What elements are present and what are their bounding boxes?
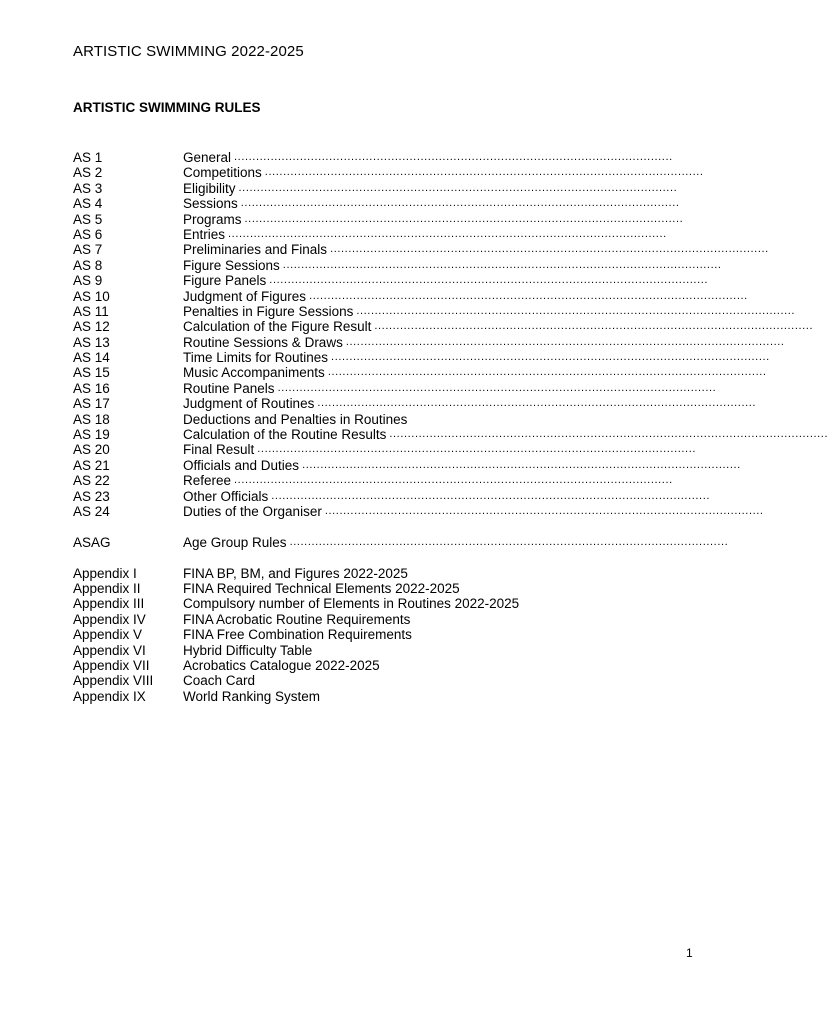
dot-leader: ........................................................................................................................: [330, 243, 769, 256]
dot-leader: ........................................................................................................................: [277, 381, 717, 394]
toc-rule-row-title-wrap: [183, 442, 697, 458]
toc-rule-row[interactable]: [73, 442, 697, 458]
toc-rule-row-title: Figure Sessions: [183, 257, 280, 273]
toc-rule-row-code: AS 13: [73, 334, 110, 350]
dot-leader: ........................................................................................................................: [309, 289, 748, 302]
dot-leader: ........................................................................................................................: [327, 366, 767, 379]
toc-appendix-row-title: FINA BP, BM, and Figures 2022-2025: [183, 565, 408, 581]
page-header: ARTISTIC SWIMMING 2022-2025: [73, 43, 304, 60]
toc-appendix-row-title: Acrobatics Catalogue 2022-2025: [183, 657, 380, 673]
toc-rule-row[interactable]: [73, 350, 770, 366]
toc-rule-row-code: AS 2: [73, 165, 103, 181]
toc-rule-row-title-wrap: [183, 150, 673, 165]
toc-rule-row-title: Penalties in Figure Sessions: [183, 303, 354, 319]
toc-rule-row[interactable]: [73, 334, 785, 350]
toc-appendix-row-title: Coach Card: [183, 673, 256, 689]
toc-rule-row[interactable]: [73, 165, 704, 181]
toc-rule-row[interactable]: [73, 319, 814, 335]
toc-appendix-row-title: FINA Acrobatic Routine Requirements: [183, 611, 411, 627]
toc-rule-row-title: Judgment of Figures: [183, 288, 307, 304]
toc-appendix-row[interactable]: [73, 673, 593, 688]
toc-rule-row[interactable]: [73, 380, 717, 396]
toc-rule-row-code: AS 1: [73, 150, 103, 165]
toc-rule-row[interactable]: [73, 365, 767, 381]
toc-rule-row[interactable]: [73, 396, 757, 412]
dot-leader: ........................................................................................................................: [264, 166, 704, 179]
toc-appendix-row[interactable]: [73, 689, 593, 704]
toc-rule-row-code: AS 20: [73, 442, 110, 458]
toc-rule-row-title: Routine Sessions & Draws: [183, 334, 343, 350]
toc-rule-row-code: AS 16: [73, 380, 110, 396]
toc-rule-row-code: AS 5: [73, 211, 103, 227]
toc-rule-row-title-wrap: [183, 273, 709, 289]
toc-rule-row-code: AS 4: [73, 196, 103, 212]
toc-appendix-row-code: Appendix IX: [73, 688, 146, 704]
dot-leader: ........................................................................................................................: [345, 335, 785, 348]
toc-rule-row-title: Calculation of the Routine Results: [183, 427, 387, 443]
toc-rule-row[interactable]: [73, 503, 764, 519]
toc-rule-row-code: AS 8: [73, 257, 103, 273]
toc-rule-row-title: Entries: [183, 226, 226, 242]
toc-rule-row-title: General: [183, 150, 232, 165]
toc-appendix-row-title: World Ranking System: [183, 688, 321, 704]
toc-age-group-row-title-wrap: [183, 534, 729, 550]
dot-leader: ........................................................................................................................: [302, 458, 741, 471]
toc-rule-row-title: Preliminaries and Finals: [183, 242, 328, 258]
toc-appendix-row[interactable]: [73, 627, 593, 642]
toc-rule-row[interactable]: [73, 273, 709, 289]
toc-rule-row[interactable]: [73, 303, 796, 319]
toc-age-group-row[interactable]: [73, 534, 729, 550]
toc-rule-row-title: Sessions: [183, 196, 238, 212]
toc-rule-row[interactable]: [73, 196, 680, 212]
toc-appendix-row[interactable]: [73, 581, 593, 596]
toc-rule-row[interactable]: [73, 457, 741, 473]
dot-leader: ........................................................................................................................: [269, 274, 709, 287]
dot-leader: ........................................................................................................................: [228, 227, 667, 240]
toc-rule-row-title: Calculation of the Figure Result: [183, 319, 372, 335]
toc-rule-row-title-wrap: [183, 303, 796, 319]
dot-leader: ........................................................................................................................: [374, 320, 814, 333]
toc-appendix-row-code: Appendix II: [73, 580, 141, 596]
toc-rule-row-code: AS 6: [73, 226, 103, 242]
toc-appendix-row-title: FINA Required Technical Elements 2022-2025: [183, 580, 460, 596]
toc-rule-row[interactable]: [73, 288, 748, 304]
toc-appendix-row-code: Appendix III: [73, 596, 145, 612]
toc-rule-row[interactable]: [73, 257, 722, 273]
toc-rule-row-title-wrap: [183, 226, 667, 242]
toc-rule-row[interactable]: [73, 180, 678, 196]
toc-rule-row-title-wrap: [183, 365, 767, 381]
toc-rule-row[interactable]: [73, 242, 769, 258]
toc-rule-row-title-wrap: [183, 350, 770, 366]
dot-leader: ........................................................................................................................: [238, 181, 678, 194]
dot-leader: ........................................................................................................................: [234, 474, 673, 487]
toc-rule-row-code: AS 10: [73, 288, 110, 304]
dot-leader: ........................................................................................................................: [257, 443, 697, 456]
appendix-list: [73, 566, 593, 705]
toc-rule-row-code: AS 19: [73, 427, 110, 443]
toc-rule-row-title: Figure Panels: [183, 273, 267, 289]
toc-rule-row-code: AS 15: [73, 365, 110, 381]
spacer: [73, 519, 593, 534]
toc-rule-row-title-wrap: [183, 473, 673, 489]
dot-leader: ........................................................................................................................: [282, 258, 722, 271]
toc-appendix-row-code: Appendix VI: [73, 642, 146, 658]
toc-appendix-row[interactable]: [73, 658, 593, 673]
toc-appendix-row-code: Appendix VII: [73, 657, 150, 673]
toc-rule-row-title-wrap: [183, 319, 814, 335]
toc-rule-row-title-wrap: [183, 165, 704, 181]
toc-appendix-row-code: Appendix VIII: [73, 673, 154, 689]
toc-rule-row[interactable]: [73, 226, 667, 242]
toc-appendix-row-code: Appendix V: [73, 627, 143, 643]
toc-rule-row[interactable]: [73, 150, 673, 165]
toc-rule-row-title: Officials and Duties: [183, 457, 300, 473]
toc-age-group-row-code: ASAG: [73, 534, 111, 550]
dot-leader: ........................................................................................................................: [389, 428, 828, 441]
dot-leader: ........................................................................................................................: [244, 212, 684, 225]
toc-rule-row[interactable]: [73, 412, 593, 427]
toc-rule-row-code: AS 17: [73, 396, 110, 412]
toc-appendix-row[interactable]: [73, 612, 593, 627]
table-of-contents: [73, 150, 828, 704]
toc-rule-row-code: AS 14: [73, 350, 110, 366]
toc-rule-row-code: AS 7: [73, 242, 103, 258]
dot-leader: ........................................................................................................................: [331, 351, 770, 364]
toc-rule-row-title: Competitions: [183, 165, 262, 181]
toc-appendix-row-code: Appendix I: [73, 565, 137, 581]
toc-rule-row[interactable]: [73, 211, 684, 227]
toc-rule-row-code: AS 3: [73, 180, 103, 196]
toc-rule-row-title-wrap: [183, 211, 684, 227]
toc-rule-row-title-wrap: [183, 180, 678, 196]
toc-rule-row-title-wrap: [183, 380, 717, 396]
dot-leader: ........................................................................................................................: [317, 397, 757, 410]
toc-rule-row-title-wrap: [183, 242, 769, 258]
toc-rule-row[interactable]: [73, 488, 711, 504]
toc-rule-row-title: Deductions and Penalties in Routines: [183, 411, 408, 427]
toc-rule-row-code: AS 22: [73, 473, 110, 489]
toc-rule-row-code: AS 11: [73, 303, 109, 319]
toc-appendix-row[interactable]: [73, 596, 593, 611]
dot-leader: ........................................................................................................................: [289, 535, 729, 548]
toc-rule-row-title: Judgment of Routines: [183, 396, 315, 412]
toc-appendix-row-title: Compulsory number of Elements in Routines 2022-2025: [183, 596, 520, 612]
toc-rule-row-title-wrap: [183, 503, 764, 519]
toc-rule-row-title: Final Result: [183, 442, 255, 458]
dot-leader: ........................................................................................................................: [271, 489, 711, 502]
toc-appendix-row-title: FINA Free Combination Requirements: [183, 627, 412, 643]
toc-rule-row-title-wrap: [183, 257, 722, 273]
toc-appendix-row-title: Hybrid Difficulty Table: [183, 642, 313, 658]
toc-rule-row-title-wrap: [183, 334, 785, 350]
section-title: ARTISTIC SWIMMING RULES: [73, 100, 261, 115]
page-number: 1: [686, 946, 693, 960]
toc-rule-row-title-wrap: [183, 288, 748, 304]
toc-rule-row-code: AS 24: [73, 503, 110, 519]
toc-rule-row[interactable]: [73, 427, 828, 443]
rules-list: [73, 150, 828, 519]
toc-appendix-row[interactable]: [73, 643, 593, 658]
toc-rule-row-code: AS 18: [73, 411, 110, 427]
toc-rule-row-title: Routine Panels: [183, 380, 275, 396]
toc-age-group-row-title: Age Group Rules: [183, 534, 287, 550]
spacer: [73, 550, 593, 565]
toc-rule-row-title-wrap: [183, 488, 711, 504]
dot-leader: ........................................................................................................................: [234, 151, 673, 163]
dot-leader: ........................................................................................................................: [324, 504, 764, 517]
toc-rule-row-title-wrap: [183, 457, 741, 473]
toc-appendix-row-code: Appendix IV: [73, 611, 146, 627]
toc-rule-row-title: Referee: [183, 473, 232, 489]
toc-rule-row-title: Duties of the Organiser: [183, 503, 322, 519]
dot-leader: ........................................................................................................................: [240, 197, 680, 210]
toc-rule-row-title: Music Accompaniments: [183, 365, 325, 381]
toc-rule-row-title: Time Limits for Routines: [183, 350, 329, 366]
toc-rule-row-title: Other Officials: [183, 488, 269, 504]
toc-rule-row[interactable]: [73, 473, 673, 489]
toc-rule-row-title-wrap: [183, 427, 828, 443]
toc-rule-row-title: Eligibility: [183, 180, 236, 196]
toc-rule-row-code: AS 23: [73, 488, 110, 504]
toc-appendix-row[interactable]: [73, 566, 593, 581]
toc-rule-row-title-wrap: [183, 396, 757, 412]
toc-rule-row-code: AS 21: [73, 457, 110, 473]
age-group-list: [73, 534, 729, 550]
dot-leader: ........................................................................................................................: [356, 304, 796, 317]
toc-rule-row-title: Programs: [183, 211, 242, 227]
toc-rule-row-code: AS 9: [73, 273, 103, 289]
toc-rule-row-title-wrap: [183, 196, 680, 212]
toc-rule-row-code: AS 12: [73, 319, 110, 335]
